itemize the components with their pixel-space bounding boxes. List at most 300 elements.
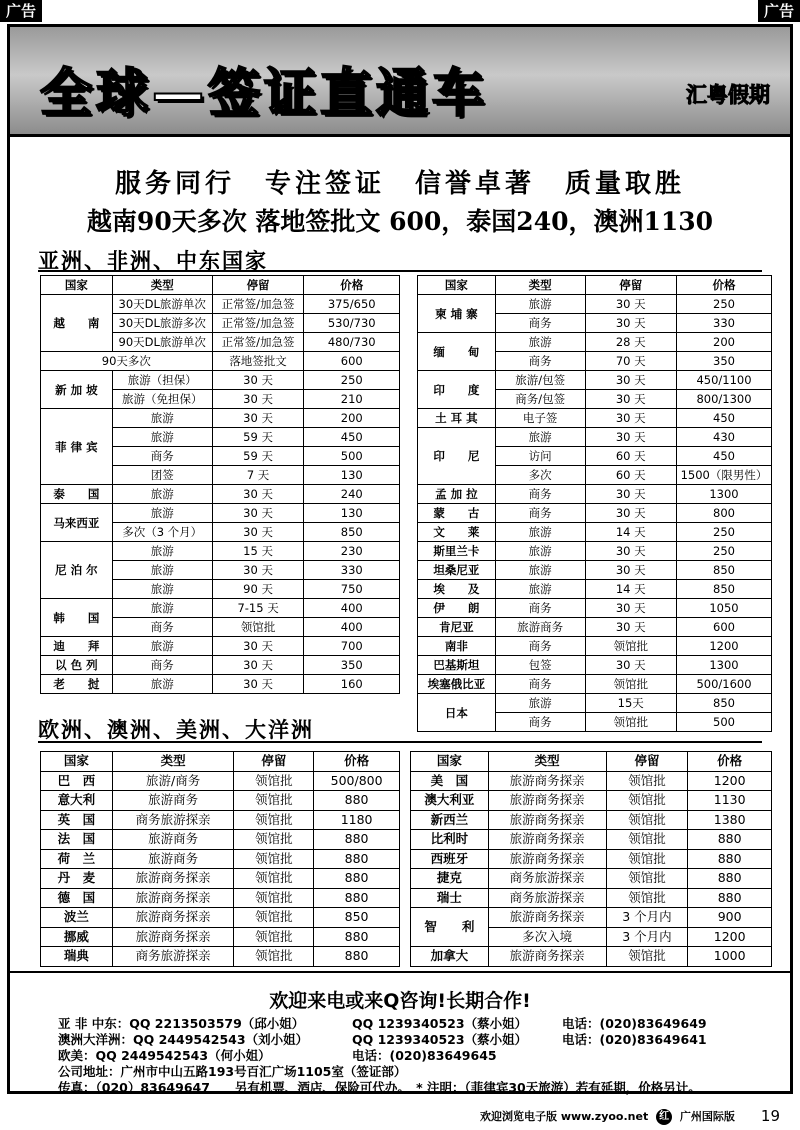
cell-stay: 30 天	[585, 656, 677, 675]
cell-price: 450	[304, 428, 400, 447]
cell-price: 210	[304, 390, 400, 409]
table-row	[41, 485, 400, 504]
cell-price: 430	[677, 428, 772, 447]
cell-stay: 60 天	[585, 466, 677, 485]
cell-country: 日本	[418, 694, 496, 732]
cell-type: 商务旅游探亲	[488, 888, 606, 908]
contact-heading: 欢迎来电或来Q咨询!长期合作!	[269, 990, 531, 1012]
cell-price: 350	[677, 352, 772, 371]
cell-country: 韩 国	[41, 599, 113, 637]
cell-price: 850	[677, 694, 772, 713]
cell-type: 旅游商务	[495, 618, 585, 637]
table-row	[418, 371, 772, 390]
contact-asia-phone: 电话：(020)83649649	[562, 1016, 707, 1031]
cell-price: 850	[677, 580, 772, 599]
cell-type: 旅游商务探亲	[488, 947, 606, 967]
cell-type: 30天DL旅游多次	[112, 314, 212, 333]
slogan: 服务同行 专注签证 信誉卓著 质量取胜	[114, 169, 685, 199]
cell-country: 埃 及	[418, 580, 496, 599]
cell-stay: 领馆批	[212, 618, 304, 637]
header-stay: 停留	[585, 276, 677, 295]
cell-price: 1050	[677, 599, 772, 618]
cell-type: 旅游	[112, 637, 212, 656]
cell-country: 新 加 坡	[41, 371, 113, 409]
header-country: 国家	[418, 276, 496, 295]
cell-price: 500/1600	[677, 675, 772, 694]
table-row	[41, 656, 400, 675]
cell-country: 英 国	[41, 810, 113, 830]
cell-price: 500/800	[314, 771, 400, 791]
cell-type: 90天DL旅游单次	[112, 333, 212, 352]
cell-price: 880	[688, 830, 772, 850]
table-row	[41, 637, 400, 656]
cell-stay: 领馆批	[606, 888, 688, 908]
cell-price: 250	[304, 371, 400, 390]
cell-country: 迪 拜	[41, 637, 113, 656]
footer-bar	[480, 1108, 735, 1125]
cell-country: 埃塞俄比亚	[418, 675, 496, 694]
cell-stay: 30 天	[585, 599, 677, 618]
cell-price: 850	[314, 908, 400, 928]
cell-stay: 30 天	[585, 390, 677, 409]
table-row	[41, 888, 400, 908]
header-country: 国家	[411, 752, 489, 772]
europe-right-table	[410, 751, 772, 967]
cell-country: 法 国	[41, 830, 113, 850]
cell-country: 美 国	[411, 771, 489, 791]
cell-stay: 30 天	[585, 428, 677, 447]
cell-country: 孟 加 拉	[418, 485, 496, 504]
table-row	[411, 869, 772, 889]
cell-price: 880	[314, 849, 400, 869]
table-row	[41, 830, 400, 850]
cell-stay: 30 天	[212, 675, 304, 694]
table-row	[41, 675, 400, 694]
cell-stay: 90 天	[212, 580, 304, 599]
table-row	[411, 771, 772, 791]
cell-price: 450/1100	[677, 371, 772, 390]
cell-type: 商务旅游探亲	[112, 810, 234, 830]
section-title-europe: 欧洲、澳洲、美洲、大洋洲	[38, 718, 314, 742]
cell-stay: 30 天	[212, 637, 304, 656]
banner-title: 全球—签证直通车	[40, 64, 489, 124]
contact-australia-qq2: QQ 1239340523（蔡小姐）	[352, 1032, 528, 1047]
table-row	[418, 618, 772, 637]
cell-stay: 领馆批	[606, 849, 688, 869]
cell-price: 500	[304, 447, 400, 466]
cell-type: 商务	[495, 675, 585, 694]
europe-left-table	[40, 751, 400, 967]
cell-stay: 领馆批	[234, 791, 314, 811]
cell-country: 伊 朗	[418, 599, 496, 618]
cell-type: 多次（3 个月）	[112, 523, 212, 542]
cell-stay: 30 天	[585, 371, 677, 390]
cell-country: 蒙 古	[418, 504, 496, 523]
cell-price: 130	[304, 504, 400, 523]
cell-country: 马来西亚	[41, 504, 113, 542]
cell-country: 澳大利亚	[411, 791, 489, 811]
cell-country: 南非	[418, 637, 496, 656]
cell-country: 瑞典	[41, 947, 113, 967]
cell-stay: 15 天	[212, 542, 304, 561]
cell-price: 880	[314, 888, 400, 908]
cell-price: 1380	[688, 810, 772, 830]
cell-stay: 59 天	[212, 428, 304, 447]
cell-price: 160	[304, 675, 400, 694]
cell-stay: 30 天	[585, 409, 677, 428]
cell-price: 1300	[677, 485, 772, 504]
header-type: 类型	[488, 752, 606, 772]
cell-price: 200	[677, 333, 772, 352]
cell-stay: 15天	[585, 694, 677, 713]
table-row	[418, 485, 772, 504]
table-row	[41, 947, 400, 967]
cell-price: 130	[304, 466, 400, 485]
table-row	[41, 352, 400, 371]
table-row	[418, 409, 772, 428]
contact-europe-phone: 电话：(020)83649645	[352, 1048, 497, 1063]
fax-note: 传真：（020）83649647 另有机票、酒店、保险可代办。 * 注明：（菲律宾30天旅游）若有延期，价格另计。	[58, 1080, 701, 1095]
cell-type: 电子签	[495, 409, 585, 428]
cell-type: 旅游商务	[112, 830, 234, 850]
cell-price: 250	[677, 295, 772, 314]
cell-price: 375/650	[304, 295, 400, 314]
cell-stay: 14 天	[585, 523, 677, 542]
cell-price: 880	[314, 830, 400, 850]
cell-country: 文 莱	[418, 523, 496, 542]
cell-stay: 30 天	[585, 561, 677, 580]
header-price: 价格	[688, 752, 772, 772]
cell-price: 600	[677, 618, 772, 637]
cell-price: 800/1300	[677, 390, 772, 409]
cell-type: 旅游	[112, 675, 212, 694]
cell-country: 菲 律 宾	[41, 409, 113, 485]
cell-price: 240	[304, 485, 400, 504]
ad-label-right: 广告	[758, 0, 800, 22]
cell-price: 1300	[677, 656, 772, 675]
cell-stay: 领馆批	[585, 637, 677, 656]
table-header-row	[41, 752, 400, 772]
cell-price: 1200	[688, 771, 772, 791]
cell-type: 旅游/包签	[495, 371, 585, 390]
cell-stay: 59 天	[212, 447, 304, 466]
cell-price: 500	[677, 713, 772, 732]
cell-stay: 30 天	[585, 314, 677, 333]
cell-stay: 3 个月内	[606, 908, 688, 928]
cell-type: 旅游商务探亲	[112, 888, 234, 908]
cell-type: 旅游	[495, 523, 585, 542]
cell-country: 印 尼	[418, 428, 496, 485]
cell-country: 以 色 列	[41, 656, 113, 675]
header-price: 价格	[677, 276, 772, 295]
company-address: 公司地址：广州市中山五路193号百汇广场1105室（签证部）	[58, 1064, 407, 1079]
cell-country: 肯尼亚	[418, 618, 496, 637]
cell-country: 意大利	[41, 791, 113, 811]
cell-price: 880	[314, 869, 400, 889]
table-row	[41, 409, 400, 428]
table-row	[418, 675, 772, 694]
header-type: 类型	[112, 276, 212, 295]
header-price: 价格	[314, 752, 400, 772]
cell-stay: 落地签批文	[212, 352, 304, 371]
cell-country: 瑞士	[411, 888, 489, 908]
cell-type: 商务	[495, 314, 585, 333]
cell-price: 900	[688, 908, 772, 928]
cell-type: 旅游	[495, 561, 585, 580]
cell-type: 团签	[112, 466, 212, 485]
banner	[10, 27, 790, 137]
cell-type: 商务	[495, 504, 585, 523]
cell-price: 1500（限男性）	[677, 466, 772, 485]
table-row	[418, 599, 772, 618]
header-type: 类型	[112, 752, 234, 772]
section-divider	[38, 741, 762, 743]
cell-type: 商务旅游探亲	[112, 947, 234, 967]
table-row	[411, 888, 772, 908]
cell-price: 700	[304, 637, 400, 656]
cell-type: 旅游/商务	[112, 771, 234, 791]
cell-stay: 领馆批	[234, 849, 314, 869]
cell-price: 400	[304, 599, 400, 618]
section-divider	[38, 270, 762, 272]
table-row	[418, 295, 772, 314]
header-stay: 停留	[234, 752, 314, 772]
cell-price: 880	[688, 869, 772, 889]
cell-stay: 正常签/加急签	[212, 333, 304, 352]
cell-type: 多次入境	[488, 927, 606, 947]
cell-country: 巴基斯坦	[418, 656, 496, 675]
asia-right-table	[417, 275, 772, 732]
cell-country: 缅 甸	[418, 333, 496, 371]
ad-label-left: 广告	[0, 0, 42, 22]
cell-price: 480/730	[304, 333, 400, 352]
cell-country: 波兰	[41, 908, 113, 928]
cell-price: 400	[304, 618, 400, 637]
cell-type: 30天DL旅游单次	[112, 295, 212, 314]
logo-icon: 红	[656, 1109, 672, 1125]
contact-europe: 欧美：QQ 2449542543（何小姐）	[58, 1048, 271, 1063]
table-row	[411, 947, 772, 967]
cell-stay: 领馆批	[606, 771, 688, 791]
table-row	[418, 428, 772, 447]
cell-price: 250	[677, 542, 772, 561]
cell-type: 旅游商务探亲	[488, 849, 606, 869]
cell-price: 1000	[688, 947, 772, 967]
cell-stay: 30 天	[585, 295, 677, 314]
cell-country: 泰 国	[41, 485, 113, 504]
cell-price: 880	[314, 947, 400, 967]
cell-price: 1130	[688, 791, 772, 811]
cell-price: 330	[304, 561, 400, 580]
cell-price: 530/730	[304, 314, 400, 333]
cell-country: 尼 泊 尔	[41, 542, 113, 599]
cell-stay: 30 天	[585, 504, 677, 523]
cell-type: 旅游	[495, 428, 585, 447]
cell-country: 巴 西	[41, 771, 113, 791]
cell-stay: 30 天	[212, 371, 304, 390]
cell-country: 土 耳 其	[418, 409, 496, 428]
cell-country: 加拿大	[411, 947, 489, 967]
cell-country: 斯里兰卡	[418, 542, 496, 561]
cell-country: 挪威	[41, 927, 113, 947]
cell-stay: 60 天	[585, 447, 677, 466]
cell-price: 600	[304, 352, 400, 371]
table-row	[41, 908, 400, 928]
cell-type: 旅游	[112, 485, 212, 504]
cell-price: 250	[677, 523, 772, 542]
header-stay: 停留	[212, 276, 304, 295]
cell-type: 旅游	[112, 542, 212, 561]
cell-type: 旅游（担保）	[112, 371, 212, 390]
cell-price: 880	[688, 888, 772, 908]
contact-australia-phone: 电话：(020)83649641	[562, 1032, 707, 1047]
table-row	[418, 561, 772, 580]
cell-stay: 领馆批	[234, 771, 314, 791]
cell-price: 850	[304, 523, 400, 542]
cell-price: 800	[677, 504, 772, 523]
cell-type: 多次	[495, 466, 585, 485]
cell-stay: 领馆批	[234, 888, 314, 908]
cell-stay: 领馆批	[606, 947, 688, 967]
cell-country: 捷克	[411, 869, 489, 889]
cell-type: 旅游	[495, 295, 585, 314]
cell-type: 旅游	[495, 333, 585, 352]
table-row	[41, 371, 400, 390]
table-header-row	[411, 752, 772, 772]
page-number: 19	[760, 1107, 780, 1125]
table-row	[411, 830, 772, 850]
cell-price: 1200	[677, 637, 772, 656]
cell-stay: 领馆批	[606, 810, 688, 830]
cell-stay: 30 天	[212, 390, 304, 409]
cell-stay: 30 天	[212, 504, 304, 523]
cell-type: 旅游	[112, 599, 212, 618]
cell-type: 旅游商务探亲	[112, 869, 234, 889]
table-row	[41, 542, 400, 561]
cell-country: 印 度	[418, 371, 496, 409]
footer-website: 欢迎浏览电子版 www.zyoo.net	[480, 1110, 649, 1123]
cell-type: 旅游商务	[112, 849, 234, 869]
table-row	[41, 869, 400, 889]
cell-type: 旅游商务探亲	[488, 791, 606, 811]
cell-price: 230	[304, 542, 400, 561]
cell-type: 旅游商务	[112, 791, 234, 811]
cell-stay: 领馆批	[234, 869, 314, 889]
cell-type: 商务旅游探亲	[488, 869, 606, 889]
cell-stay: 领馆批	[234, 927, 314, 947]
cell-stay: 30 天	[212, 561, 304, 580]
cell-type: 旅游商务探亲	[488, 908, 606, 928]
contact-asia: 亚 非 中东：QQ 2213503579（邱小姐）	[58, 1016, 305, 1031]
section-title-asia: 亚洲、非洲、中东国家	[38, 249, 268, 273]
table-row	[418, 542, 772, 561]
cell-type: 旅游（免担保）	[112, 390, 212, 409]
cell-country: 老 挝	[41, 675, 113, 694]
cell-stay: 领馆批	[606, 830, 688, 850]
cell-stay: 领馆批	[234, 947, 314, 967]
cell-price: 880	[688, 849, 772, 869]
table-row	[411, 908, 772, 928]
table-row	[418, 694, 772, 713]
table-header-row	[418, 276, 772, 295]
cell-stay: 7-15 天	[212, 599, 304, 618]
table-row	[418, 333, 772, 352]
header-country: 国家	[41, 276, 113, 295]
cell-type: 旅游	[495, 694, 585, 713]
cell-stay: 领馆批	[585, 713, 677, 732]
cell-stay: 7 天	[212, 466, 304, 485]
cell-stay: 领馆批	[585, 675, 677, 694]
cell-type: 旅游	[112, 580, 212, 599]
cell-price: 850	[677, 561, 772, 580]
header-stay: 停留	[606, 752, 688, 772]
cell-type: 旅游	[112, 561, 212, 580]
cell-type: 旅游商务探亲	[112, 927, 234, 947]
cell-type: 商务	[495, 713, 585, 732]
cell-type: 商务	[112, 618, 212, 637]
cell-country: 柬 埔 寨	[418, 295, 496, 333]
cell-country: 西班牙	[411, 849, 489, 869]
table-row	[411, 849, 772, 869]
cell-type: 访问	[495, 447, 585, 466]
cell-stay: 28 天	[585, 333, 677, 352]
table-row	[418, 504, 772, 523]
cell-country: 越 南	[41, 295, 113, 352]
footer-edition: 广州国际版	[679, 1110, 735, 1123]
table-row	[41, 295, 400, 314]
cell-type: 商务	[495, 599, 585, 618]
cell-price: 880	[314, 927, 400, 947]
cell-stay: 领馆批	[234, 908, 314, 928]
table-row	[41, 791, 400, 811]
cell-stay: 30 天	[585, 485, 677, 504]
cell-country: 丹 麦	[41, 869, 113, 889]
cell-type: 商务	[112, 656, 212, 675]
table-row	[41, 599, 400, 618]
table-row	[41, 504, 400, 523]
cell-country: 比利时	[411, 830, 489, 850]
cell-stay: 正常签/加急签	[212, 295, 304, 314]
cell-price: 200	[304, 409, 400, 428]
cell-type: 商务	[495, 352, 585, 371]
header-type: 类型	[495, 276, 585, 295]
cell-type: 90天多次	[41, 352, 213, 371]
footer-divider	[7, 971, 793, 973]
table-row	[41, 810, 400, 830]
header-country: 国家	[41, 752, 113, 772]
table-row	[41, 771, 400, 791]
cell-country: 德 国	[41, 888, 113, 908]
table-row	[41, 849, 400, 869]
promo-line: 越南90天多次 落地签批文 600，泰国240，澳洲1130	[86, 207, 714, 236]
cell-type: 旅游	[112, 409, 212, 428]
cell-country: 智 利	[411, 908, 489, 947]
table-row	[418, 523, 772, 542]
cell-stay: 14 天	[585, 580, 677, 599]
cell-country: 荷 兰	[41, 849, 113, 869]
banner-subtitle: 汇粤假期	[686, 83, 770, 107]
cell-stay: 领馆批	[606, 791, 688, 811]
cell-stay: 70 天	[585, 352, 677, 371]
cell-type: 旅游	[112, 428, 212, 447]
cell-price: 750	[304, 580, 400, 599]
cell-price: 330	[677, 314, 772, 333]
cell-stay: 领馆批	[606, 869, 688, 889]
cell-country: 坦桑尼亚	[418, 561, 496, 580]
cell-price: 450	[677, 447, 772, 466]
cell-price: 450	[677, 409, 772, 428]
cell-price: 1200	[688, 927, 772, 947]
